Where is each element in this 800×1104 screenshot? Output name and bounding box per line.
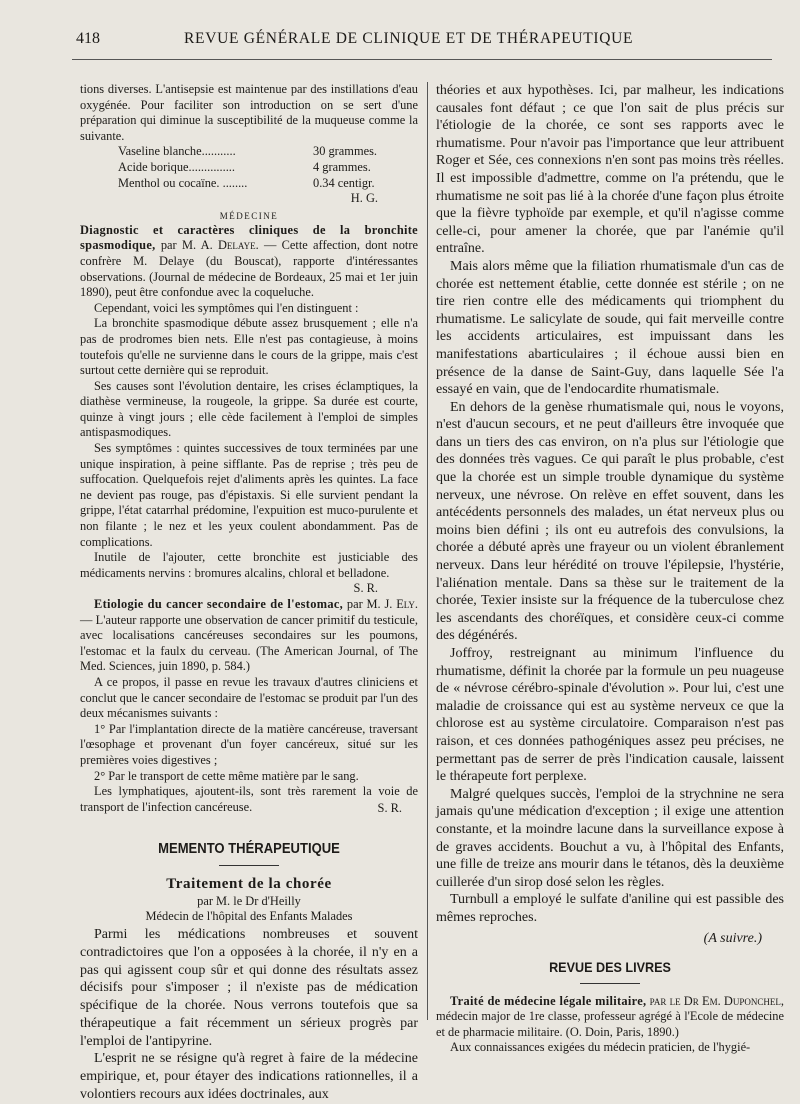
heading-rule	[580, 983, 640, 984]
author-role: Médecin de l'hôpital des Enfants Malades	[145, 908, 353, 923]
article-title: Etiologie du cancer secondaire de l'estomac,	[94, 597, 344, 611]
body-paragraph: Parmi les médications nombreuses et souvent contradictoires que l'on a opposées à la chorée, il n'y en a pas qui agissent coup sûr et qui donne des résultats assez décisifs pour s'imposer ; il n'existe pas de médication spécifique de la chorée. Nous verrons toutefois que sa thérapeutique a fait récemment un sérieux progrès par l'emploi de l'antipyrine.	[80, 926, 418, 1049]
body-paragraph: Malgré quelques succès, l'emploi de la strychnine ne sera jamais qu'une médication d'exception ; il exige une attention constante, et la moindre lacune dans la surveillance expose à de graves accidents. Bouchut a vu, à l'hôpital des Enfants, une fille de treize ans mourir dans le tétanos, dès la deuxième cuillerée d'un sirop dosé selon les règles.	[436, 786, 784, 890]
heading-rule	[219, 865, 279, 866]
article-byline: par M. A.	[160, 238, 218, 253]
body-paragraph: Ses causes sont l'évolution dentaire, les crises éclamptiques, la diathèse vermineuse, la rougeole, la grippe. Sa durée est courte, quinze à vingt jours ; elle cède facilement à l'emploi de simples antispasmodiques.	[80, 378, 418, 440]
body-paragraph: Les lymphatiques, ajoutent-ils, sont très rarement la voie de transport de l'infection cancéreuse.	[80, 784, 418, 814]
body-paragraph: Joffroy, restreignant au minimum l'influence du rhumatisme, définit la chorée par la formule un peu nuageuse de « névrose cérébro-spinale d'évolution ». Pour lui, c'est une maladie de croissance qui est au système nerveux ce que la chlorose est au système circulatoire. Comparaison n'est pas raison, et ces données pathogéniques assez peu précises, ne permettant pas de serrer de près l'indication causale, laissent le thérapeute fort perplexe.	[436, 646, 784, 785]
recipe-line	[118, 144, 418, 160]
body-paragraph: Inutile de l'ajouter, cette bronchite est justiciable des médicaments nervins : bromures alcalins, chloral et belladone.	[80, 550, 418, 580]
body-paragraph: En dehors de la genèse rhumatismale qui, nous le voyons, n'est d'aucun secours, et ne peut d'ailleurs être invoquée que dans un tiers des cas environ, on n'a plus sur l'étiologie que des données très vagues. Ce qui paraît le plus probable, c'est que la chorée est un simple trouble dynamique du système nerveux, une névrose. On relève en effet souvent, dans les antécédents personnels des malades, un état nerveux plus ou moins bien défini ; ils ont eu autrefois des convulsions, la chorée a débuté après une frayeur ou un violent ébranlement nerveux. Dans leur hérédité on trouve l'épilepsie, l'hystérie, l'aliénation mentale. Dans sa thèse sur le traitement de la chorée, Texier insiste sur la fréquence de la tuberculose chez les ascendants des choréïques, et considère ceux-ci comme des dégénérés.	[436, 399, 784, 644]
recipe-amount: 0.34 centigr.	[313, 175, 375, 190]
body-paragraph: 2° Par le transport de cette même matière par le sang.	[94, 768, 359, 783]
book-review	[436, 994, 784, 1056]
body-paragraph: La bronchite spasmodique débute assez brusquement ; elle n'a pas de prodromes bien nets. Elle n'est pas contagieuse, à moins toutefois qu'elle ne survienne dans le cours de la grippe, mais c'est surtout cette dernière qui se reproduit.	[80, 316, 418, 378]
column-divider	[427, 82, 428, 1020]
large-text-block	[80, 926, 418, 1104]
intro-paragraph: tions diverses. L'antisepsie est maintenue par des instillations d'eau oxygénée. Pour faciliter son introduction on se sert d'une préparation qui diminue la susceptibilité de la muqueuse comme la suivante.	[80, 82, 418, 143]
continued-note: (A suivre.)	[703, 930, 762, 946]
book-byline: par le Dr Em. Duponchel	[646, 993, 781, 1008]
recipe-amount: 4 grammes.	[313, 159, 371, 174]
recipe-ingredient: Vaseline blanche...........	[118, 144, 236, 159]
memento-heading: MEMENTO THÉRAPEUTIQUE	[158, 840, 340, 857]
signature: H. G.	[350, 191, 378, 206]
article-author: Delaye	[217, 238, 256, 253]
recipe-ingredient: Menthol ou cocaïne. ........	[118, 175, 248, 190]
article-heading: Traitement de la chorée	[166, 875, 332, 892]
running-title: REVUE GÉNÉRALE DE CLINIQUE ET DE THÉRAPEUTIQUE	[184, 30, 634, 47]
article-paragraph	[80, 597, 418, 675]
body-paragraph: A ce propos, il passe en revue les travaux d'autres cliniciens et conclut que le cancer secondaire de l'estomac se produit par l'un des deux mécanismes suivants :	[80, 674, 418, 721]
header-rule	[72, 59, 772, 60]
article-byline: par M. J.	[343, 597, 397, 611]
body-paragraph: L'esprit ne se résigne qu'à regret à faire de la médecine empirique, et, pour étayer des indications rationnelles, il a volontiers recours aux idées doctrinales, aux	[80, 1051, 418, 1103]
body-paragraph: Turnbull a employé le sulfate d'aniline qui est passible des mêmes reproches.	[436, 892, 784, 925]
section-label: MÉDECINE	[219, 210, 279, 221]
body-paragraph: Ses symptômes : quintes successives de toux terminées par une unique inspiration, à peine sifflante. Pas de reprise ; très peu de suffocation. Quelquefois rejet d'aliments après les quintes. La face ne devient pas rouge, pas d'épistaxis. Si elle survient pendant la grippe, l'état catarrhal prédomine, l'expuition est muco-purulente et non filante ; le nez et les yeux coulent abondamment. Pas de complications.	[80, 441, 418, 549]
revue-heading: REVUE DES LIVRES	[549, 958, 671, 975]
article-byline: par M. le Dr d'Heilly	[197, 893, 301, 908]
signature: S. R.	[377, 801, 402, 816]
recipe-ingredient: Acide borique...............	[118, 159, 235, 174]
recipe-amount: 30 grammes.	[313, 144, 378, 159]
signature: S. R.	[353, 581, 378, 596]
body-paragraph: théories et aux hypothèses. Ici, par malheur, les indications causales font défaut ; ce que l'on sait de plus précis sur l'étiologie de la chorée, ce sont ses rapports avec le rhumatisme. Pour n'avoir pas l'importance que leur attribuent Roger et Sée, ces connexions n'en sont pas moins très réelles. Il est impossible d'admettre, comme on l'a prétendu, que le rhumatisme ne soit pas lié à la chorée d'une façon plus étroite que la fièvre typhoïde par exemple, et qu'il n'agisse comme celle-ci, pour amener la chorée, que par l'anémie qu'il entraîne.	[436, 83, 784, 257]
recipe-list	[118, 144, 418, 191]
left-column	[80, 82, 418, 1103]
book-title: Traité de médecine légale militaire,	[450, 993, 647, 1008]
book-text: , médecin major de 1re classe, professeur agrégé à l'Ecole de médecine et de pharmacie militaire. (O. Doin, Paris, 1890.)	[436, 993, 784, 1039]
article-author: Ely	[396, 597, 415, 611]
body-paragraph: Cependant, voici les symptômes qui l'en distinguent :	[94, 300, 359, 315]
page-number: 418	[76, 30, 100, 47]
recipe-line	[118, 176, 418, 192]
right-column	[436, 82, 784, 1055]
article-title: Diagnostic et caractères cliniques de la bronchite spasmodique,	[80, 222, 418, 253]
book-paragraph	[436, 994, 784, 1041]
body-paragraph: 1° Par l'implantation directe de la matière cancéreuse, traversant l'œsophage et provenant d'un foyer cancéreux, situé sur les premières voies digestives ;	[80, 721, 418, 767]
article-paragraph	[80, 223, 418, 301]
article-text: . — L'auteur rapporte une observation de cancer primitif du testicule, avec localisations cancéreuses secondaires sur les poumons, l'estomac et la faulx du cerveau. (The American Journal, of The Med. Sciences, juin 1890, p. 584.)	[80, 597, 418, 674]
page-header	[0, 30, 800, 52]
body-paragraph: Aux connaissances exigées du médecin praticien, de l'hygié-	[450, 1040, 751, 1055]
article-text: . — Cette affection, dont notre confrère M. Delaye (du Bouscat), rapporte d'intéressantes observations. (Journal de médecine de Bordeaux, 25 mai et 1er juin 1890), peut être confondue avec la coqueluche.	[80, 238, 418, 300]
recipe-line	[118, 160, 418, 176]
body-paragraph: Mais alors même que la filiation rhumatismale d'un cas de chorée est nettement établie, cette donnée est stérile ; on ne tire rien contre elle des médicaments qui triomphent du rhumatisme. Le salicylate de soude, qui fait merveille contre les accidents articulaires, est impuissant dans les manifestations abarticulaires ; il échoue aussi bien en présence de la danse de Saint-Guy, dans laquelle Sée l'a essayé en vain, que de l'endocardite rhumatismale.	[436, 258, 784, 398]
